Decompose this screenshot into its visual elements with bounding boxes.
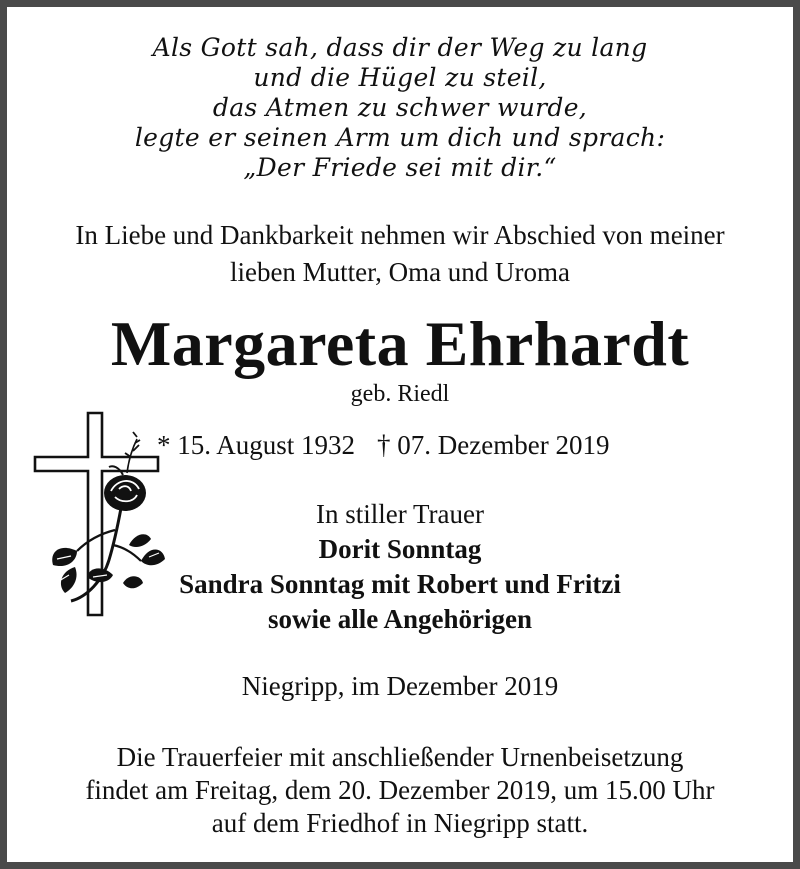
obituary-card	[7, 7, 793, 862]
poem-line: Als Gott sah, dass dir der Weg zu lang	[152, 33, 648, 62]
funeral-line: auf dem Friedhof in Niegripp statt.	[211, 808, 589, 838]
intro-line: In Liebe und Dankbarkeit nehmen wir Abschied von meiner	[75, 220, 725, 250]
poem-line: und die Hügel zu steil,	[253, 63, 547, 92]
intro-line: lieben Mutter, Oma und Uroma	[229, 257, 571, 287]
place-date: Niegripp, im Dezember 2019	[241, 671, 559, 701]
mourner-name: Dorit Sonntag	[318, 534, 482, 564]
birth-date: * 15. August 1932	[157, 430, 356, 460]
funeral-info	[7, 741, 793, 840]
mourner-name: sowie alle Angehörigen	[268, 604, 532, 634]
mourners-heading: In stiller Trauer	[316, 499, 484, 529]
poem-line: das Atmen zu schwer wurde,	[212, 93, 588, 122]
death-date: † 07. Dezember 2019	[377, 430, 610, 460]
poem	[7, 33, 793, 183]
poem-line: „Der Friede sei mit dir.“	[243, 153, 557, 182]
maiden-name: geb. Riedl	[350, 381, 450, 407]
funeral-line: findet am Freitag, dem 20. Dezember 2019, um 15.00 Uhr	[85, 775, 715, 805]
mourners	[7, 497, 793, 637]
poem-line: legte er seinen Arm um dich und sprach:	[134, 123, 666, 152]
deceased-name: Margareta Ehrhardt	[110, 308, 690, 379]
mourner-name: Sandra Sonntag mit Robert und Fritzi	[179, 569, 621, 599]
funeral-line: Die Trauerfeier mit anschließender Urnenbeisetzung	[116, 742, 684, 772]
intro-text	[7, 217, 793, 291]
life-dates	[157, 428, 609, 462]
